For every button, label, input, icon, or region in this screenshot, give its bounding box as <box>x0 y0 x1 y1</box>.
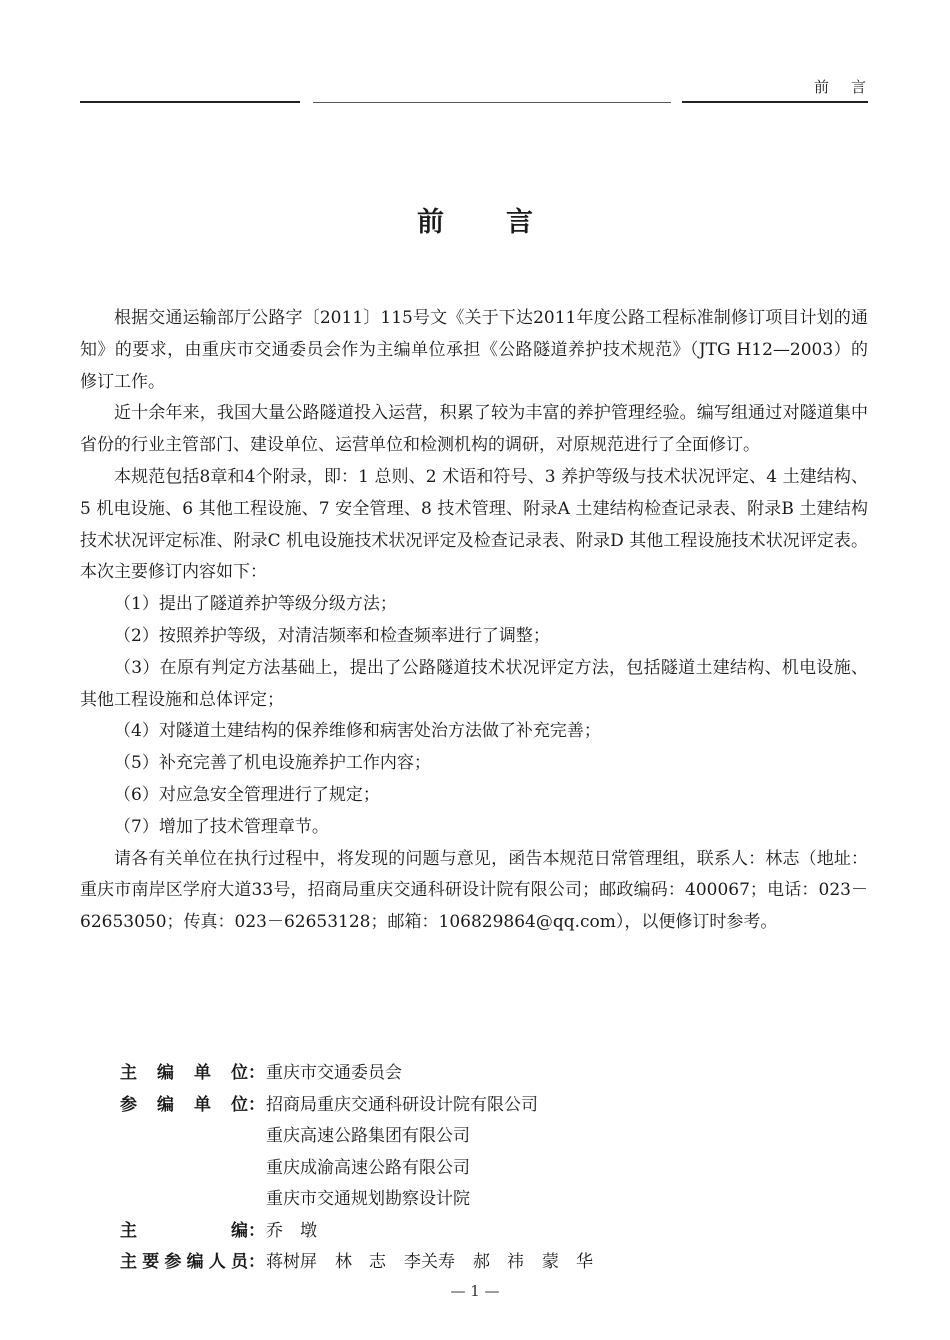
revision-item-3: （3）在原有判定方法基础上，提出了公路隧道技术状况评定方法，包括隧道土建结构、机电设施、其他工程设施和总体评定； <box>80 657 868 710</box>
preface-body <box>80 303 868 939</box>
chief-unit-label: 主编单位 <box>120 1063 248 1083</box>
revision-item-6: （6）对应急安全管理进行了规定； <box>114 784 380 805</box>
chief-editor-label: 主编 <box>120 1220 248 1241</box>
header-rule-right <box>682 101 868 103</box>
participant-names <box>266 1247 593 1279</box>
revision-item-7: （7）增加了技术管理章节。 <box>114 816 329 837</box>
participant-name: 林 志 <box>335 1252 386 1272</box>
participating-unit: 招商局重庆交通科研设计院有限公司 <box>266 1094 538 1115</box>
chief-unit: 重庆市交通委员会 <box>266 1063 402 1083</box>
running-head: 前言 <box>813 78 888 96</box>
colon: ： <box>248 1063 265 1083</box>
paragraph-experience: 近十余年来，我国大量公路隧道投入运营，积累了较为丰富的养护管理经验。编写组通过对隧道集中省份的行业主管部门、建设单位、运营单位和检测机构的调研，对原规范进行了全面修订。 <box>80 403 868 456</box>
participant-name: 蒙 华 <box>542 1252 593 1272</box>
revision-item-1: （1）提出了隧道养护等级分级方法； <box>114 594 397 615</box>
header-rule-middle <box>313 102 671 103</box>
revision-item-4: （4）对隧道土建结构的保养维修和病害处治方法做了补充完善； <box>114 721 601 742</box>
paragraph-background: 根据交通运输部厅公路字〔2011〕115号文《关于下达2011年度公路工程标准制修订项目计划的通知》的要求，由重庆市交通委员会作为主编单位承担《公路隧道养护技术规范》（JTG H12—2003）的修订工作。 <box>80 308 868 392</box>
colon: ： <box>248 1094 265 1115</box>
participant-name: 郝 祎 <box>473 1252 524 1272</box>
paragraph-contact: 请各有关单位在执行过程中，将发现的问题与意见，函告本规范日常管理组，联系人：林志（地址：重庆市南岸区学府大道33号，招商局重庆交通科研设计院有限公司；邮政编码：400067；电话：023－62653050；传真：023－62653128；邮箱：106829864@qq.com），以便修订时参考。 <box>80 848 868 933</box>
colon: ： <box>248 1252 265 1272</box>
credit-row-chief-editor <box>120 1216 593 1248</box>
revision-item-5: （5）补充完善了机电设施养护工作内容； <box>114 753 431 774</box>
participating-unit: 重庆高速公路集团有限公司 <box>266 1126 470 1146</box>
credit-row-main-participants <box>120 1247 593 1279</box>
participant-name: 李关寿 <box>404 1252 455 1272</box>
participant-name: 蒋树屏 <box>266 1252 317 1272</box>
colon: ： <box>248 1220 265 1241</box>
participating-unit: 重庆市交通规划勘察设计院 <box>266 1189 470 1209</box>
header-rule-left <box>80 101 300 103</box>
credit-row-chief-unit <box>120 1058 593 1090</box>
participating-unit: 重庆成渝高速公路有限公司 <box>266 1157 470 1178</box>
participating-units-label: 参编单位 <box>120 1094 248 1115</box>
main-participants-label: 主要参编人员 <box>120 1252 248 1272</box>
chief-editor: 乔 墩 <box>266 1220 317 1241</box>
page-title: 前言 <box>417 207 595 238</box>
credit-row-participating-units <box>120 1090 593 1216</box>
credits-block <box>120 1058 593 1279</box>
revision-item-2: （2）按照养护等级，对清洁频率和检查频率进行了调整； <box>114 625 550 646</box>
page-number: — 1 — <box>450 1282 500 1300</box>
paragraph-contents: 本规范包括8章和4个附录，即：1 总则、2 术语和符号、3 养护等级与技术状况评定、4 土建结构、5 机电设施、6 其他工程设施、7 安全管理、8 技术管理、附录A 土建结构检查记录表、附录B 土建结构技术状况评定标准、附录C 机电设施技术状况评定及检查记录表、附录D 其他工程设施技术状况评定表。本次主要修订内容如下： <box>80 466 868 583</box>
